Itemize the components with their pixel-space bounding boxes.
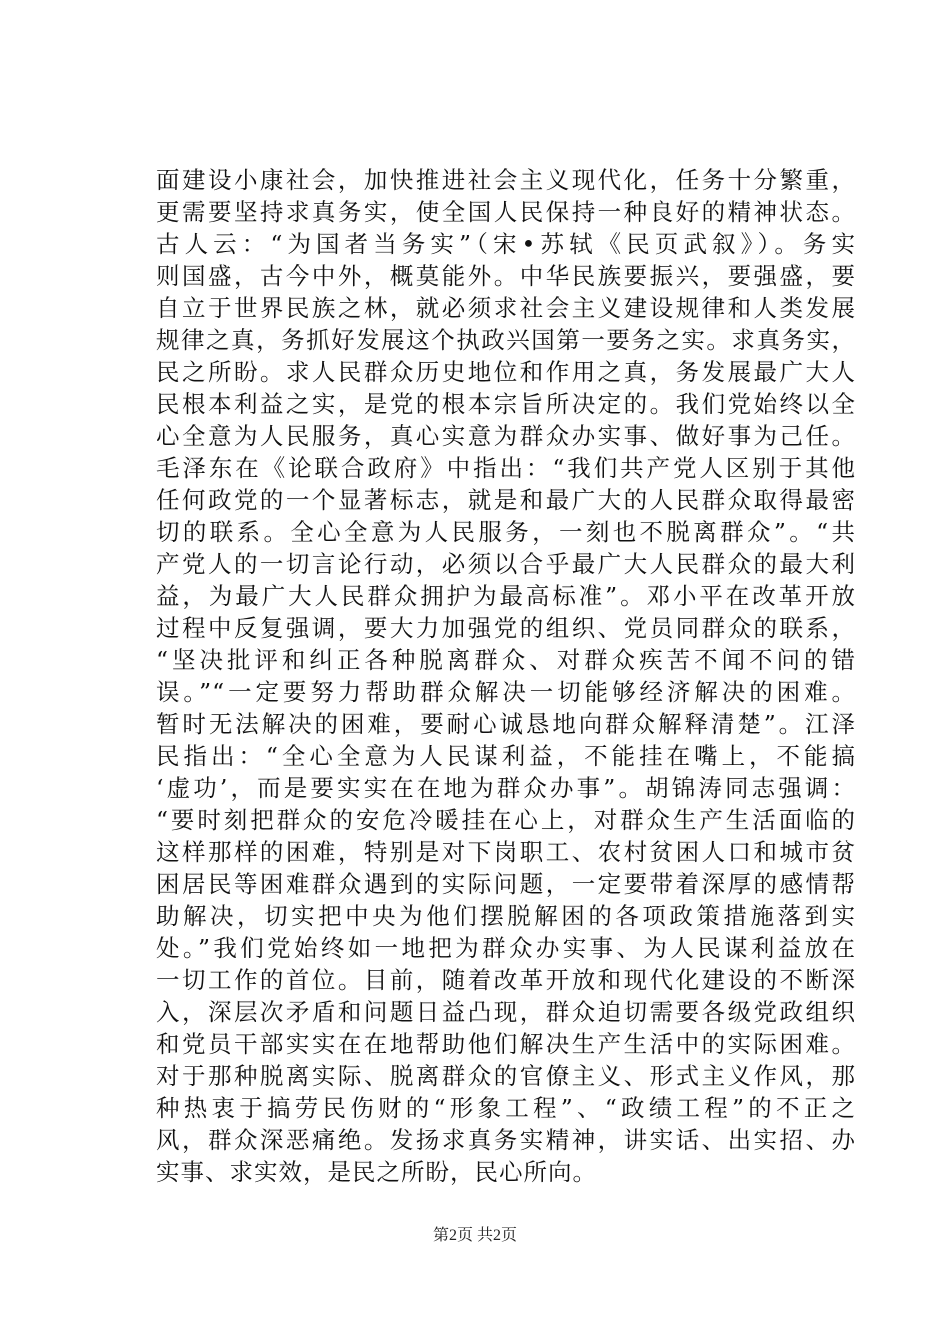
- body-paragraph: [156, 164, 856, 1188]
- text-line: 处。”我们党始终如一地把为群众办实事、为人民谋利益放在: [156, 934, 856, 962]
- text-line: 自立于世界民族之林，就必须求社会主义建设规律和人类发展: [156, 294, 856, 322]
- text-line: 切的联系。全心全意为人民服务，一刻也不脱离群众”。“共: [156, 518, 856, 546]
- text-line: 产党人的一切言论行动，必须以合乎最广大人民群众的最大利: [156, 550, 856, 578]
- text-line: “要时刻把群众的安危冷暖挂在心上，对群众生产生活面临的: [156, 806, 856, 834]
- text-line: 过程中反复强调，要大力加强党的组织、党员同群众的联系，: [156, 614, 856, 642]
- text-line: 和党员干部实实在在地帮助他们解决生产生活中的实际困难。: [156, 1030, 856, 1058]
- text-line: 任何政党的一个显著标志，就是和最广大的人民群众取得最密: [156, 486, 856, 514]
- text-line: 毛泽东在《论联合政府》中指出：“我们共产党人区别于其他: [156, 454, 856, 482]
- text-line: 对于那种脱离实际、脱离群众的官僚主义、形式主义作风，那: [156, 1062, 856, 1090]
- text-line: “坚决批评和纠正各种脱离群众、对群众疾苦不闻不问的错: [156, 646, 856, 674]
- page-number-footer: 第2页 共2页: [432, 1227, 517, 1244]
- text-line: 这样那样的困难，特别是对下岗职工、农村贫困人口和城市贫: [156, 838, 856, 866]
- text-line: 助解决，切实把中央为他们摆脱解困的各项政策措施落到实: [156, 902, 856, 930]
- text-line: 心全意为人民服务，真心实意为群众办实事、做好事为己任。: [156, 422, 856, 450]
- text-line: 实事、求实效，是民之所盼，民心所向。: [156, 1158, 597, 1186]
- text-line: 古人云：“为国者当务实”（宋•苏轼《民页武叙》）。务实: [156, 230, 856, 258]
- text-line: 民根本利益之实，是党的根本宗旨所决定的。我们党始终以全: [156, 390, 856, 418]
- text-line: 民指出：“全心全意为人民谋利益，不能挂在嘴上，不能搞: [156, 742, 856, 770]
- text-line: 民之所盼。求人民群众历史地位和作用之真，务发展最广大人: [156, 358, 856, 386]
- text-line: 则国盛，古今中外，概莫能外。中华民族要振兴，要强盛，要: [156, 262, 856, 290]
- text-line: 误。”“一定要努力帮助群众解决一切能够经济解决的困难。: [156, 678, 856, 706]
- text-line: 困居民等困难群众遇到的实际问题，一定要带着深厚的感情帮: [156, 870, 856, 898]
- text-line: 面建设小康社会，加快推进社会主义现代化，任务十分繁重，: [156, 166, 856, 194]
- text-line: 入，深层次矛盾和问题日益凸现，群众迫切需要各级党政组织: [156, 998, 856, 1026]
- text-line: 益，为最广大人民群众拥护为最高标准”。邓小平在改革开放: [156, 582, 856, 610]
- text-line: 更需要坚持求真务实，使全国人民保持一种良好的精神状态。: [156, 198, 856, 226]
- text-line: 种热衷于搞劳民伤财的“形象工程”、“政绩工程”的不正之: [156, 1094, 856, 1122]
- text-line: ‘虚功’，而是要实实在在地为群众办事”。胡锦涛同志强调：: [156, 774, 856, 802]
- text-line: 一切工作的首位。目前，随着改革开放和现代化建设的不断深: [156, 966, 856, 994]
- text-line: 暂时无法解决的困难，要耐心诚恳地向群众解释清楚”。江泽: [156, 710, 856, 738]
- text-line: 风，群众深恶痛绝。发扬求真务实精神，讲实话、出实招、办: [156, 1126, 856, 1154]
- text-line: 规律之真，务抓好发展这个执政兴国第一要务之实。求真务实，: [156, 326, 856, 354]
